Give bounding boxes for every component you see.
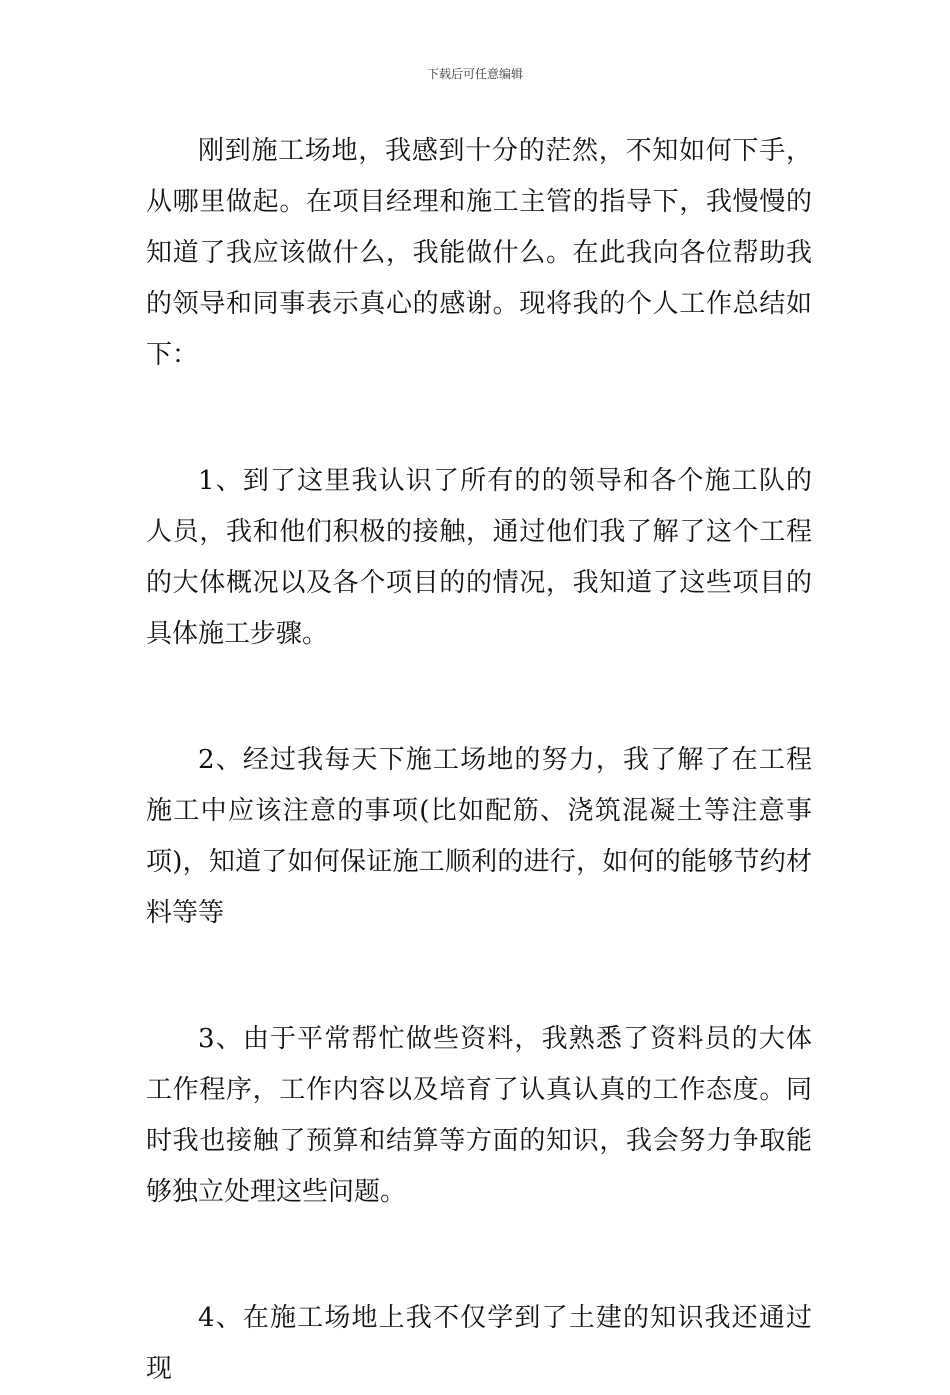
paragraph-intro: 刚到施工场地，我感到十分的茫然，不知如何下手，从哪里做起。在项目经理和施工主管的指导下，我慢慢的知道了我应该做什么，我能做什么。在此我向各位帮助我的领导和同事表示真心的感谢。现将我的个人工作总结如下：: [146, 136, 812, 370]
document-body: [146, 126, 812, 1395]
paragraph-item-2: 2、经过我每天下施工场地的努力，我了解了在工程施工中应该注意的事项(比如配筋、浇筑混凝土等注意事项)，知道了如何保证施工顺利的进行，如何的能够节约材料等等: [146, 745, 812, 928]
paragraph-item-1: 1、到了这里我认识了所有的的领导和各个施工队的人员，我和他们积极的接触，通过他们我了解了这个工程的大体概况以及各个项目的的情况，我知道了这些项目的具体施工步骤。: [146, 466, 812, 649]
header-note: 下载后可任意编辑: [426, 67, 523, 81]
paragraph-item-4: 4、在施工场地上我不仅学到了土建的知识我还通过现: [146, 1303, 812, 1384]
paragraph-item-3: 3、由于平常帮忙做些资料，我熟悉了资料员的大体工作程序，工作内容以及培育了认真认真的工作态度。同时我也接触了预算和结算等方面的知识，我会努力争取能够独立处理这些问题。: [146, 1024, 812, 1207]
